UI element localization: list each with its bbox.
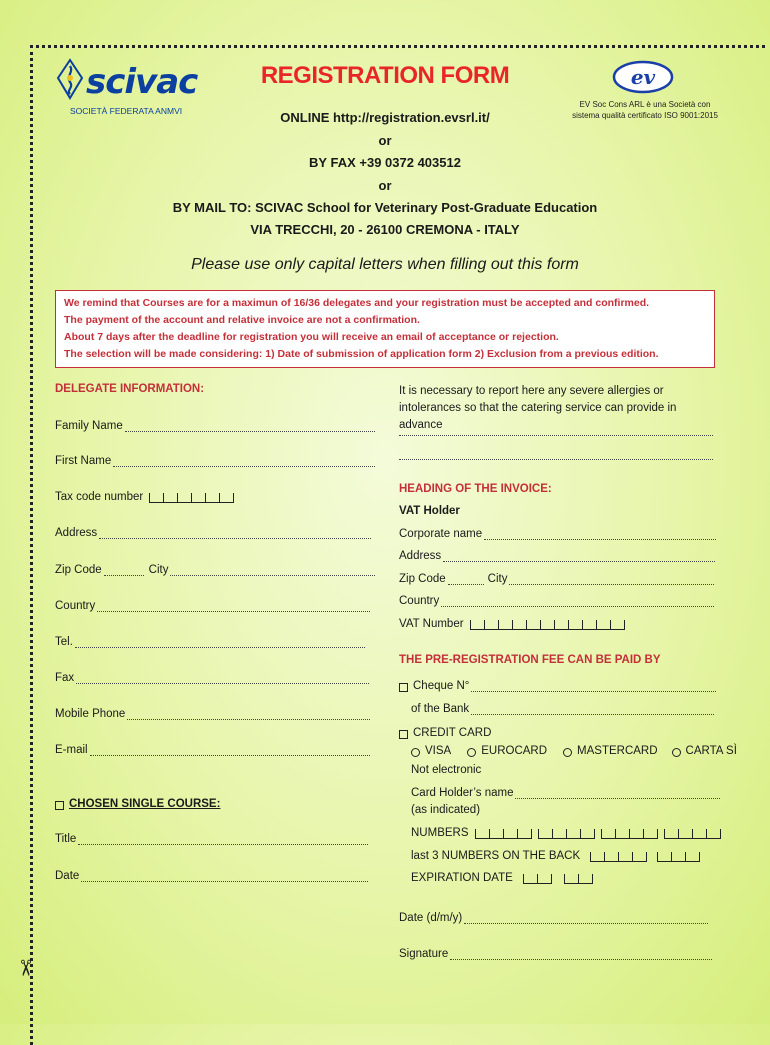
visa-radio-icon[interactable] (411, 748, 420, 757)
mail-line: BY MAIL TO: SCIVAC School for Veterinary Post-Graduate Education (172, 200, 598, 215)
notice-line: We remind that Courses are for a maximun of 16/36 delegates and your registration must be accepted and confirmed. (64, 297, 650, 309)
card-number-group-1[interactable] (475, 829, 532, 839)
mastercard-radio-icon[interactable] (563, 748, 572, 757)
cvv-boxes[interactable] (590, 852, 647, 862)
mastercard-label: MASTERCARD (577, 745, 658, 757)
vat-number-boxes[interactable] (470, 620, 625, 630)
invoice-city-label: City (487, 573, 508, 585)
city-label: City (148, 564, 169, 576)
chosen-course-heading: CHOSEN SINGLE COURSE: (69, 798, 221, 810)
vat-number-label: VAT Number (399, 618, 464, 630)
carta-si-radio-icon[interactable] (672, 748, 681, 757)
credit-card-option[interactable] (399, 727, 491, 739)
date-label: Date (d/m/y) (399, 912, 463, 924)
tax-code-field[interactable] (55, 491, 234, 503)
expiration-month-boxes[interactable] (523, 874, 552, 884)
not-electronic-label: Not electronic (411, 764, 482, 776)
cvv-boxes-2[interactable] (657, 852, 700, 862)
card-type-options (411, 745, 737, 757)
cut-frame (30, 45, 765, 1045)
notice-line: The payment of the account and relative invoice are not a confirmation. (64, 314, 420, 326)
card-numbers-label: NUMBERS (411, 827, 469, 839)
cheque-label: Cheque N° (413, 680, 470, 692)
notice-line: About 7 days after the deadline for registration you will receive an email of acceptance or rejection. (64, 331, 559, 343)
logo-subtitle: SOCIETÀ FEDERATA ANMVI (70, 106, 183, 116)
invoice-address-field[interactable] (399, 550, 715, 562)
online-link[interactable]: ONLINE http://registration.evsrl.it/ (280, 110, 490, 125)
tel-label: Tel. (55, 636, 73, 648)
mobile-phone-field[interactable] (55, 708, 370, 720)
address-field[interactable] (55, 527, 371, 539)
card-number-group-4[interactable] (664, 829, 721, 839)
notice-box (55, 290, 715, 368)
cvv-label: last 3 NUMBERS ON THE BACK (411, 850, 581, 862)
invoice-zip-label: Zip Code (399, 573, 446, 585)
first-name-field[interactable] (55, 455, 375, 467)
scissors-icon: ✂ (13, 958, 39, 978)
allergies-note: It is necessary to report here any severe allergies or intolerances so that the catering service can provide in advance (399, 385, 677, 431)
tel-field[interactable] (55, 636, 365, 648)
course-date-field[interactable] (55, 870, 368, 882)
corporate-name-field[interactable] (399, 528, 716, 540)
scivac-emblem-icon (56, 58, 84, 100)
country-field[interactable] (55, 600, 370, 612)
notice-line: The selection will be made considering: 1) Date of submission of application form 2) Exclusion from a previous edition. (64, 348, 659, 360)
vat-number-field[interactable] (399, 618, 625, 630)
ev-logo-icon (612, 60, 674, 94)
payment-heading: THE PRE-REGISTRATION FEE CAN BE PAID BY (399, 654, 661, 666)
address-label: Address (55, 527, 98, 539)
course-title-field[interactable] (55, 833, 368, 845)
fax-label: Fax (55, 672, 75, 684)
allergies-line-1[interactable] (399, 425, 713, 436)
vat-holder-label: VAT Holder (399, 505, 460, 517)
visa-label: VISA (425, 745, 452, 757)
corporate-name-label: Corporate name (399, 528, 483, 540)
country-label: Country (55, 600, 96, 612)
bank-field[interactable] (411, 703, 714, 715)
mobile-phone-label: Mobile Phone (55, 708, 126, 720)
eurocard-label: EUROCARD (481, 745, 548, 757)
cheque-field[interactable] (399, 680, 716, 692)
eurocard-radio-icon[interactable] (467, 748, 476, 757)
ev-cert-line-2: sistema qualità certificato ISO 9001:2015 (572, 111, 718, 120)
checkbox-icon[interactable] (55, 801, 64, 810)
family-name-field[interactable] (55, 420, 375, 432)
expiration-field[interactable] (411, 872, 593, 884)
ev-cert-line-1: EV Soc Cons ARL è una Società con (579, 100, 711, 109)
card-holder-label: Card Holder’s name (411, 787, 514, 799)
credit-card-checkbox-icon[interactable] (399, 730, 408, 739)
card-number-group-3[interactable] (601, 829, 658, 839)
invoice-heading: HEADING OF THE INVOICE: (399, 483, 552, 495)
signature-label: Signature (399, 948, 449, 960)
carta-si-label: CARTA SÌ (685, 745, 737, 757)
card-numbers-field[interactable] (411, 827, 721, 839)
scivac-logo-text: scivac (86, 62, 198, 102)
email-field[interactable] (55, 744, 370, 756)
form-title: REGISTRATION FORM (260, 62, 510, 89)
expiration-label: EXPIRATION DATE (411, 872, 513, 884)
or-separator-1: or (378, 133, 392, 148)
family-name-label: Family Name (55, 420, 123, 432)
cvv-field[interactable] (411, 850, 700, 862)
date-field[interactable] (399, 912, 708, 924)
tax-code-boxes[interactable] (149, 493, 234, 503)
ev-logo-text: ev (630, 65, 656, 89)
invoice-country-field[interactable] (399, 595, 714, 607)
email-label: E-mail (55, 744, 88, 756)
credit-card-label: CREDIT CARD (413, 727, 492, 739)
invoice-zip-city-field[interactable] (399, 573, 714, 585)
first-name-label: First Name (55, 455, 112, 467)
delegate-heading: DELEGATE INFORMATION: (55, 383, 205, 395)
course-date-label: Date (55, 870, 80, 882)
fax-line: BY FAX +39 0372 403512 (309, 155, 461, 170)
cheque-checkbox-icon[interactable] (399, 683, 408, 692)
allergies-line-2[interactable] (399, 449, 713, 460)
or-separator-2: or (378, 178, 392, 193)
tax-code-label: Tax code number (55, 491, 144, 503)
capital-letters-instruction: Please use only capital letters when filling out this form (191, 256, 579, 273)
invoice-country-label: Country (399, 595, 440, 607)
address-line: VIA TRECCHI, 20 - 26100 CREMONA - ITALY (250, 222, 520, 237)
invoice-address-label: Address (399, 550, 442, 562)
chosen-course-checkbox[interactable] (55, 798, 220, 810)
expiration-year-boxes[interactable] (564, 874, 593, 884)
zip-label: Zip Code (55, 564, 102, 576)
course-title-label: Title (55, 833, 77, 845)
card-number-group-2[interactable] (538, 829, 595, 839)
bank-label: of the Bank (411, 703, 470, 715)
signature-field[interactable] (399, 948, 712, 960)
fax-field[interactable] (55, 672, 369, 684)
as-indicated-label: (as indicated) (411, 804, 481, 816)
zip-city-field[interactable] (55, 564, 375, 576)
card-holder-field[interactable] (411, 787, 720, 799)
